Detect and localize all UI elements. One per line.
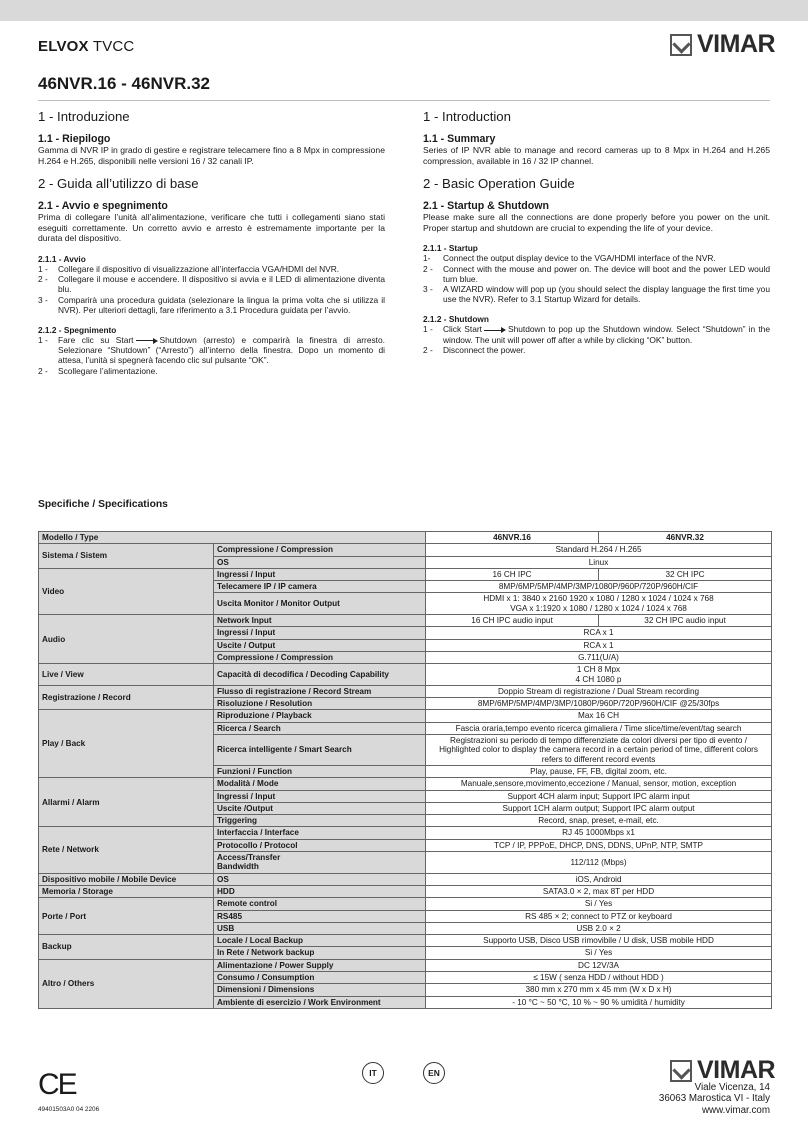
- paragraph: Gamma di NVR IP in grado di gestire e registrare telecamere fino a 8 Mpx in compressione H.264 e H.265, disponibili nelle versioni 16 / 32 canali IP.: [38, 145, 385, 166]
- divider: [38, 100, 770, 101]
- table-row: Uscite /Output Support 1CH alarm output; Support IPC alarm output: [39, 802, 772, 814]
- table-row: Ricerca / Search Fascia oraria,tempo evento ricerca girnaliera / Time slice/time/event/tag search: [39, 722, 772, 734]
- table-row: Access/Transfer Bandwidth 112/112 (Mbps): [39, 852, 772, 874]
- list-item: 2 - Connect with the mouse and power on. The device will boot and the power LED would turn blue.: [423, 263, 770, 284]
- table-row: RS485 RS 485 × 2; connect to PTZ or keyboard: [39, 910, 772, 922]
- section-heading: 2 - Basic Operation Guide: [423, 176, 575, 192]
- shutdown-steps: [38, 335, 385, 376]
- step-heading: 2.1.1 - Avvio: [38, 253, 86, 264]
- italian-column: [38, 109, 385, 376]
- table-row: Compressione / Compression G.711(U/A): [39, 651, 772, 663]
- table-row: Telecamere IP / IP camera 8MP/6MP/5MP/4MP/3MP/1080P/960P/720P/960H/CIF: [39, 581, 772, 593]
- table-row: OS Linux: [39, 556, 772, 568]
- section-heading: 2 - Guida all’utilizzo di base: [38, 176, 199, 192]
- list-item: 1 - Click Start Shutdown to pop up the Shutdown window. Select “Shutdown” in the window. The unit will power off after a while by clicking “OK” button.: [423, 324, 770, 345]
- startup-steps: [423, 253, 770, 304]
- table-row: Live / View Capacità di decodifica / Decoding Capability 1 CH 8 Mpx 4 CH 1080 p: [39, 664, 772, 686]
- table-row: Video Ingressi / Input 16 CH IPC 32 CH IPC: [39, 568, 772, 580]
- list-item: 1 - Fare clic su Start Shutdown (arresto) e comparirà la finestra di arresto. Selezionare “Shutdown” (“Arresto”) all’interno della finestra. Dopo un momento di attesa, l’unità si spegnerà facendo clic sul pulsante “OK”.: [38, 334, 385, 366]
- english-column: [423, 109, 770, 355]
- section-heading: 1 - Introduzione: [38, 109, 130, 124]
- specifications-table: [38, 531, 772, 1009]
- list-item: 2 - Collegare il mouse e accendere. Il dispositivo si avvia e il LED di alimentazione diventa blu.: [38, 274, 385, 295]
- subsection-heading: 2.1 - Avvio e spegnimento: [38, 200, 168, 213]
- table-row: Allarmi / Alarm Modalità / Mode Manuale,sensore,movimento,eccezione / Manual, sensor, motion, exception: [39, 778, 772, 790]
- table-row: Play / Back Riproduzione / Playback Max 16 CH: [39, 710, 772, 722]
- list-item: 3 - A WIZARD window will pop up (you should select the display language the first time you use the NVR). Refer to 3.1 Startup Wizard for details.: [423, 283, 770, 305]
- table-row: Uscite / Output RCA x 1: [39, 639, 772, 651]
- table-row: Ricerca intelligente / Smart Search Registrazioni su periodo di tempo differenziate da colori diversi per tipo di evento / Highlighted color to display the camera record in a certain period of time, different colors refers to different record events: [39, 735, 772, 766]
- table-row: Funzioni / Function Play, pause, FF, FB, digital zoom, etc.: [39, 765, 772, 777]
- table-row: Protocollo / Protocol TCP / IP, PPPoE, DHCP, DNS, DDNS, UPnP, NTP, SMTP: [39, 839, 772, 851]
- table-row: Audio Network Input 16 CH IPC audio input 32 CH IPC audio input: [39, 615, 772, 627]
- vimar-logo: VIMAR: [670, 30, 775, 59]
- model-title: 46NVR.16 - 46NVR.32: [38, 74, 210, 93]
- list-item: 1- Connect the output display device to the VGA/HDMI interface of the NVR.: [423, 253, 716, 264]
- specifications-title: Specifiche / Specifications: [38, 499, 168, 510]
- table-row: Modello / Type 46NVR.16 46NVR.32: [39, 532, 772, 544]
- document-code: 49401503A0 04 2206: [38, 1106, 100, 1113]
- subsection-heading: 1.1 - Riepilogo: [38, 133, 111, 145]
- paragraph: Please make sure all the connections are done properly before you power on the unit. Proper startup and shutdown are crucial to expending the life of your device.: [423, 212, 770, 233]
- table-row: Memoria / Storage HDD SATA3.0 × 2, max 8T per HDD: [39, 885, 772, 897]
- table-row: Uscita Monitor / Monitor Output HDMI x 1: 3840 x 2160 1920 x 1080 / 1280 x 1024 / 1024 x 768 VGA x 1:1920 x 1080 / 1280 x 1024 / 1024 x 768: [39, 593, 772, 615]
- list-item: 2 - Scollegare l’alimentazione.: [38, 365, 158, 376]
- subsection-heading: 2.1 - Startup & Shutdown: [423, 200, 549, 213]
- vimar-logo: VIMAR: [670, 1056, 775, 1085]
- table-row: Dimensioni / Dimensions 380 mm x 270 mm x 45 mm (W x D x H): [39, 984, 772, 996]
- ce-mark-icon: CE: [38, 1068, 76, 1101]
- table-row: Rete / Network Interfaccia / Interface RJ 45 1000Mbps x1: [39, 827, 772, 839]
- table-row: Sistema / Sistem Compressione / Compression Standard H.264 / H.265: [39, 544, 772, 556]
- table-row: USB USB 2.0 × 2: [39, 922, 772, 934]
- shutdown-steps: [423, 324, 770, 355]
- table-row: Dispositivo mobile / Mobile Device OS iOS, Android: [39, 873, 772, 885]
- step-heading: 2.1.2 - Spegnimento: [38, 324, 117, 335]
- language-badge-it: IT: [362, 1062, 384, 1084]
- step-heading: 2.1.2 - Shutdown: [423, 314, 489, 325]
- vimar-logo-icon: [670, 34, 692, 56]
- paragraph: Prima di collegare l’unità all’alimentazione, verificare che tutti i collegamenti siano stati eseguiti correttamente. Un corretto avvio e arresto è estremamente importante per la durata del dispositivo.: [38, 212, 385, 244]
- table-row: Risoluzione / Resolution 8MP/6MP/5MP/4MP/3MP/1080P/960P/720P/960H/CIF @25/30fps: [39, 698, 772, 710]
- table-row: Triggering Record, snap, preset, e-mail, etc.: [39, 815, 772, 827]
- paragraph: Series of IP NVR able to manage and record cameras up to 8 Mpx in H.264 and H.265 compression, available in 16 / 32 IP channel.: [423, 145, 770, 166]
- table-row: In Rete / Network backup Si / Yes: [39, 947, 772, 959]
- step-heading: 2.1.1 - Startup: [423, 243, 478, 254]
- brand-name: ELVOX TVCC: [38, 38, 135, 55]
- top-bar: [0, 0, 808, 21]
- table-row: Ambiente di esercizio / Work Environment - 10 °C ~ 50 °C, 10 % ~ 90 % umidità / humidity: [39, 996, 772, 1008]
- list-item: 2 - Disconnect the power.: [423, 344, 526, 355]
- arrow-right-icon: [484, 327, 506, 333]
- section-heading: 1 - Introduction: [423, 109, 511, 124]
- arrow-right-icon: [136, 338, 158, 344]
- vimar-logo-icon: [670, 1060, 692, 1082]
- table-row: Consumo / Consumption ≤ 15W ( senza HDD / without HDD ): [39, 971, 772, 983]
- table-row: Backup Locale / Local Backup Supporto USB, Disco USB rimovibile / U disk, USB mobile HDD: [39, 935, 772, 947]
- table-row: Ingressi / Input Support 4CH alarm input; Support IPC alarm input: [39, 790, 772, 802]
- table-row: Ingressi / Input RCA x 1: [39, 627, 772, 639]
- table-row: Altro / Others Alimentazione / Power Supply DC 12V/3A: [39, 959, 772, 971]
- subsection-heading: 1.1 - Summary: [423, 133, 496, 145]
- list-item: 1 - Collegare il dispositivo di visualizzazione all’interfaccia VGA/HDMI del NVR.: [38, 263, 340, 274]
- list-item: 3 - Comparirà una procedura guidata (selezionare la lingua la prima volta che si utilizza il NVR). Per ulteriori dettagli, fare riferimento a 3.1 Procedura guidata per l’avvio.: [38, 294, 385, 315]
- table-row: Registrazione / Record Flusso di registrazione / Record Stream Doppio Stream di registrazione / Dual Stream recording: [39, 685, 772, 697]
- language-badge-en: EN: [423, 1062, 445, 1084]
- startup-steps: [38, 264, 385, 315]
- table-row: Porte / Port Remote control Si / Yes: [39, 898, 772, 910]
- company-address: Viale Vicenza, 14 36063 Marostica VI - Italy www.vimar.com: [658, 1082, 770, 1116]
